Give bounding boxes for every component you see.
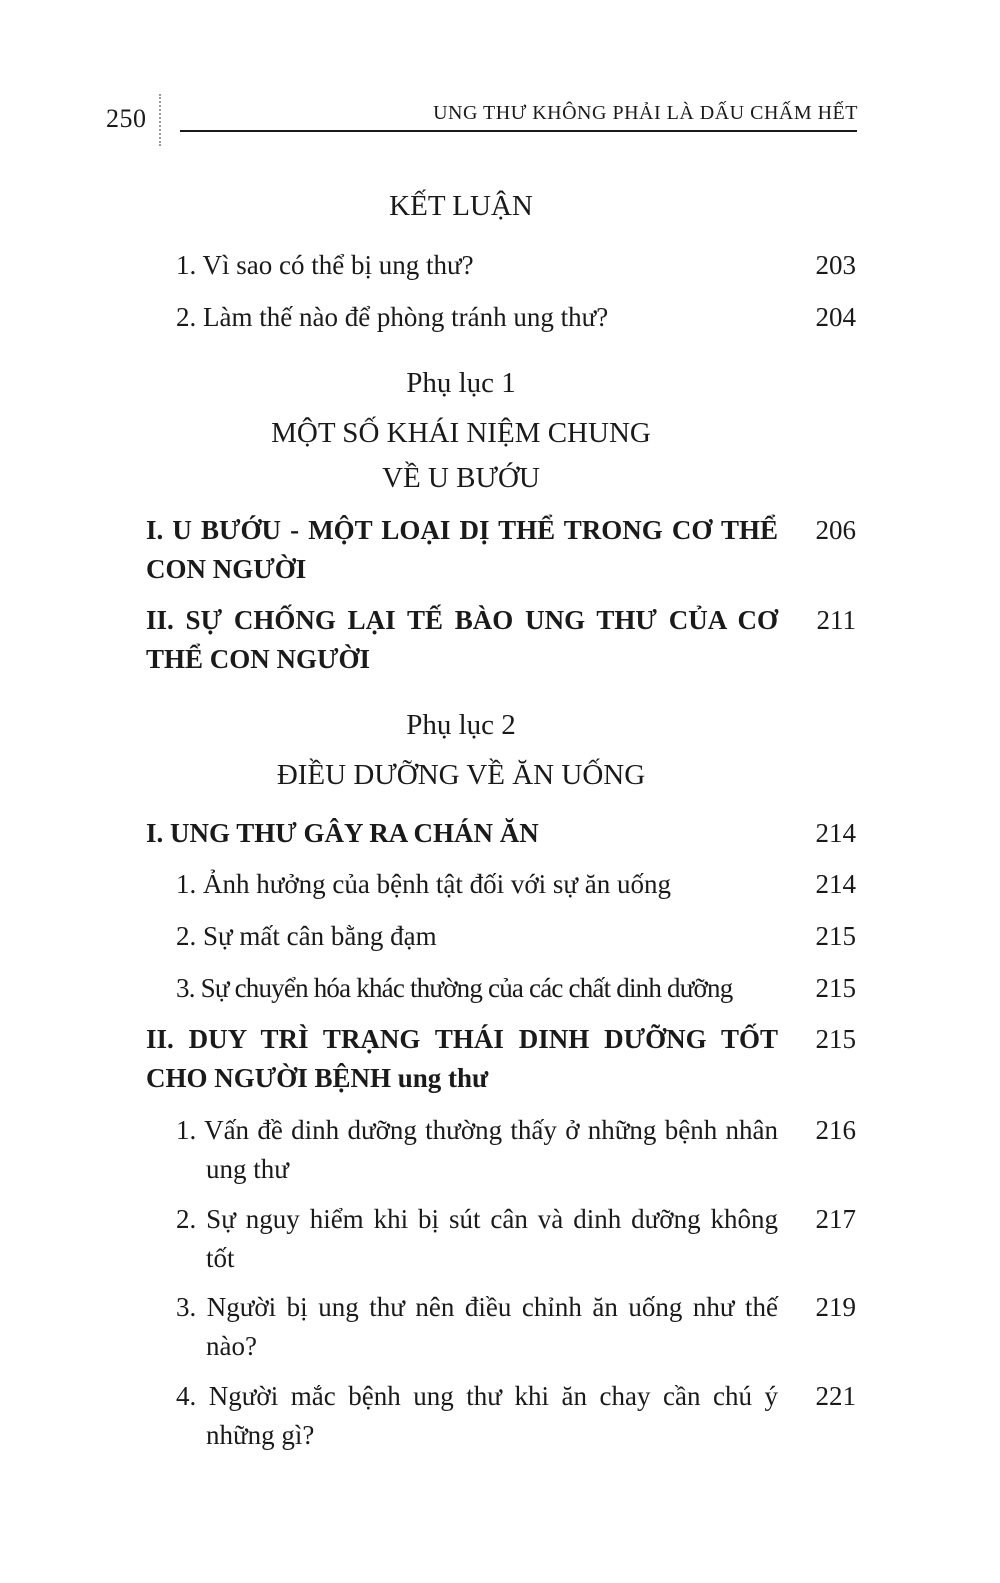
running-title: UNG THƯ KHÔNG PHẢI LÀ DẤU CHẤM HẾT bbox=[433, 102, 858, 124]
appendix-title-2: ĐIỀU DƯỠNG VỀ ĂN UỐNG bbox=[276, 759, 646, 791]
toc-entry-text: 2. Làm thế nào để phòng tránh ung thư? bbox=[176, 302, 609, 332]
toc-entry bbox=[146, 1288, 856, 1366]
toc-entry-page: 211 bbox=[816, 605, 856, 635]
toc-entry-text: 1. Ảnh hưởng của bệnh tật đối với sự ăn uống bbox=[176, 869, 672, 899]
toc-entry-text: II. DUY TRÌ TRẠNG THÁI DINH DƯỠNG TỐT CHO NGƯỜI BỆNH ung thư bbox=[146, 1024, 778, 1093]
toc-entry-text: 3. Người bị ung thư nên điều chỉnh ăn uống như thế nào? bbox=[176, 1292, 778, 1361]
toc-entry-page: 204 bbox=[815, 302, 856, 332]
toc-entry-text: 2. Sự nguy hiểm khi bị sút cân và dinh dưỡng không tốt bbox=[176, 1204, 778, 1273]
toc-entry-page: 215 bbox=[815, 921, 856, 951]
toc-entry-text: I. U BƯỚU - MỘT LOẠI DỊ THỂ TRONG CƠ THỂ CON NGƯỜI bbox=[146, 515, 778, 584]
appendix-title-1-line2: VỀ U BƯỚU bbox=[382, 462, 540, 494]
toc-entry bbox=[146, 1111, 856, 1189]
toc-entry-text: 1. Vì sao có thể bị ung thư? bbox=[176, 250, 474, 280]
toc-entry bbox=[146, 601, 856, 679]
toc-entry bbox=[146, 814, 856, 853]
toc-entry-page: 219 bbox=[815, 1292, 856, 1322]
toc-entry-page: 221 bbox=[815, 1381, 856, 1411]
toc-entry bbox=[146, 865, 856, 904]
toc-entry-page: 206 bbox=[815, 515, 856, 545]
toc-entry bbox=[146, 917, 856, 956]
toc-entry bbox=[146, 511, 856, 589]
page-number: 250 bbox=[106, 104, 147, 133]
toc-entry-page: 214 bbox=[815, 869, 856, 899]
toc-entry bbox=[146, 969, 856, 1008]
page-header bbox=[0, 0, 1000, 160]
section-title-ketluan: KẾT LUẬN bbox=[389, 190, 533, 222]
toc-entry-text: 2. Sự mất cân bằng đạm bbox=[176, 921, 437, 951]
toc-entry-page: 203 bbox=[815, 250, 856, 280]
toc-entry bbox=[146, 298, 856, 337]
toc-entry-page: 216 bbox=[815, 1115, 856, 1145]
toc-entry-page: 215 bbox=[815, 973, 856, 1003]
toc-entry-page: 215 bbox=[815, 1024, 856, 1054]
header-separator bbox=[159, 94, 161, 146]
appendix-label-1: Phụ lục 1 bbox=[406, 367, 516, 399]
toc-entry-text: 3. Sự chuyển hóa khác thường của các chất dinh dưỡng bbox=[176, 973, 733, 1003]
toc-entry bbox=[146, 1200, 856, 1278]
toc-entry-page: 214 bbox=[815, 818, 856, 848]
toc-entry-text: I. UNG THƯ GÂY RA CHÁN ĂN bbox=[146, 818, 539, 848]
appendix-title-1-line1: MỘT SỐ KHÁI NIỆM CHUNG bbox=[271, 417, 651, 449]
appendix-label-2: Phụ lục 2 bbox=[406, 709, 516, 741]
toc-entry bbox=[146, 1377, 856, 1455]
header-rule bbox=[180, 130, 857, 132]
toc-entry-text: 1. Vấn đề dinh dưỡng thường thấy ở những bệnh nhân ung thư bbox=[176, 1115, 778, 1184]
toc-entry bbox=[146, 1020, 856, 1098]
toc-entry-page: 217 bbox=[815, 1204, 856, 1234]
toc-entry-text: II. SỰ CHỐNG LẠI TẾ BÀO UNG THƯ CỦA CƠ THỂ CON NGƯỜI bbox=[146, 605, 778, 674]
toc-entry-text: 4. Người mắc bệnh ung thư khi ăn chay cần chú ý những gì? bbox=[176, 1381, 778, 1450]
toc-entry bbox=[146, 246, 856, 285]
